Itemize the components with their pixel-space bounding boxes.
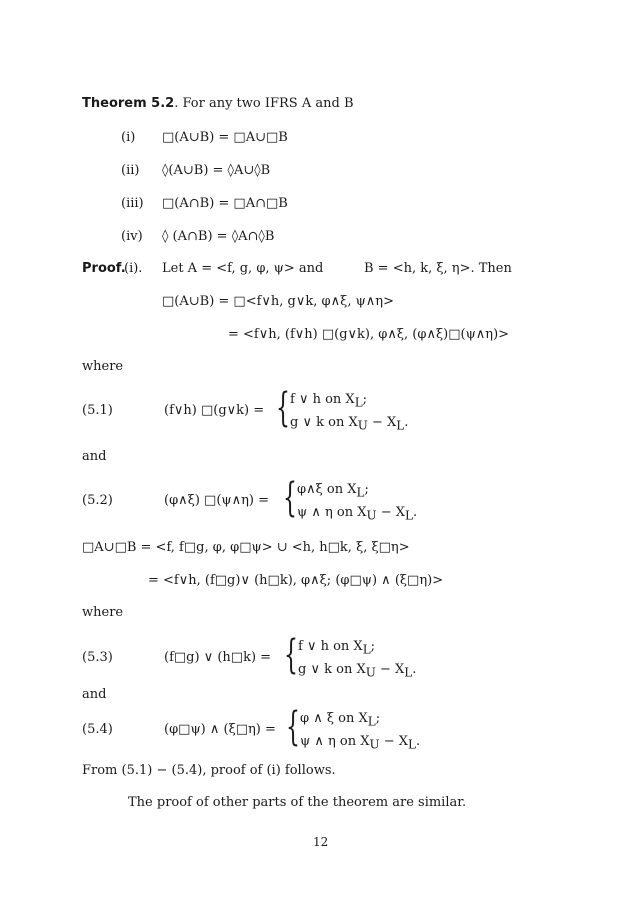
and-label-2: and bbox=[82, 687, 107, 702]
eq-5-2-case-2: ψ ∧ η on $X_U - X_L$. bbox=[297, 505, 418, 523]
eq-5-3-lhs: (f□g) ∨ (h□k) = bbox=[164, 650, 272, 665]
where-label-2: where bbox=[82, 605, 124, 620]
eq-5-1-number: (5.1) bbox=[82, 403, 113, 418]
part-num-4: (iv) bbox=[121, 229, 143, 244]
proof-label: Proof. bbox=[82, 261, 126, 276]
eq-5-4-case-2: ψ ∧ η on $X_U - X_L$. bbox=[300, 734, 421, 752]
closing-sentence: The proof of other parts of the theorem are similar. bbox=[128, 795, 467, 810]
where-label-1: where bbox=[82, 359, 124, 374]
part-num-2: (ii) bbox=[121, 163, 140, 178]
proof-line-2: = <f∨h, (f∨h) □(g∨k), φ∧ξ, (φ∧ξ)□(ψ∧η)> bbox=[228, 327, 510, 342]
eq-5-1-lhs: (f∨h) □(g∨k) = bbox=[164, 403, 265, 418]
proof-let-b: B = <h, k, ξ, η>. Then bbox=[364, 261, 512, 276]
eq-5-2-number: (5.2) bbox=[82, 493, 113, 508]
eq-5-4-brace: { bbox=[286, 704, 300, 750]
theorem-heading bbox=[82, 97, 354, 110]
part-num-1: (i) bbox=[121, 130, 136, 145]
eq-5-1-brace: { bbox=[276, 385, 290, 431]
page-number: 12 bbox=[313, 835, 329, 849]
eq-5-3-number: (5.3) bbox=[82, 650, 113, 665]
proof-part: (i). bbox=[124, 261, 143, 276]
part-num-3: (iii) bbox=[121, 196, 144, 211]
eq-5-4-lhs: (φ□ψ) ∧ (ξ□η) = bbox=[164, 722, 276, 737]
eq-5-3-case-1: f ∨ h on $X_L$; bbox=[298, 639, 376, 657]
eq-5-3-case-2: g ∨ k on $X_U - X_L$. bbox=[298, 662, 417, 680]
part-eq-2: ◊(A∪B) = ◊A∪◊B bbox=[162, 163, 271, 178]
union-line-1: □A∪□B = <f, f□g, φ, φ□ψ> ∪ <h, h□k, ξ, ξ□η> bbox=[82, 540, 410, 555]
theorem-label: Theorem 5.2 bbox=[82, 96, 175, 111]
eq-5-2-brace: { bbox=[283, 475, 297, 521]
proof-line-1: □(A∪B) = □<f∨h, g∨k, φ∧ξ, ψ∧η> bbox=[162, 294, 394, 309]
union-line-2: = <f∨h, (f□g)∨ (h□k), φ∧ξ; (φ□ψ) ∧ (ξ□η)> bbox=[148, 573, 444, 588]
proof-let-a: Let A = <f, g, φ, ψ> and bbox=[162, 261, 324, 276]
eq-5-3-brace: { bbox=[284, 632, 298, 678]
eq-5-2-case-1: φ∧ξ on $X_L$; bbox=[297, 482, 369, 500]
theorem-statement: . For any two IFRS A and B bbox=[174, 96, 354, 111]
part-eq-1: □(A∪B) = □A∪□B bbox=[162, 130, 288, 145]
eq-5-1-case-2: g ∨ k on $X_U - X_L$. bbox=[290, 415, 409, 433]
part-eq-4: ◊ (A∩B) = ◊A∩◊B bbox=[162, 229, 275, 244]
eq-5-2-lhs: (φ∧ξ) □(ψ∧η) = bbox=[164, 493, 270, 508]
eq-5-1-case-1: f ∨ h on $X_L$; bbox=[290, 392, 368, 410]
eq-5-4-case-1: φ ∧ ξ on $X_L$; bbox=[300, 711, 381, 729]
eq-5-4-number: (5.4) bbox=[82, 722, 113, 737]
part-eq-3: □(A∩B) = □A∩□B bbox=[162, 196, 288, 211]
and-label-1: and bbox=[82, 449, 107, 464]
conclusion: From (5.1) − (5.4), proof of (i) follows. bbox=[82, 763, 336, 778]
